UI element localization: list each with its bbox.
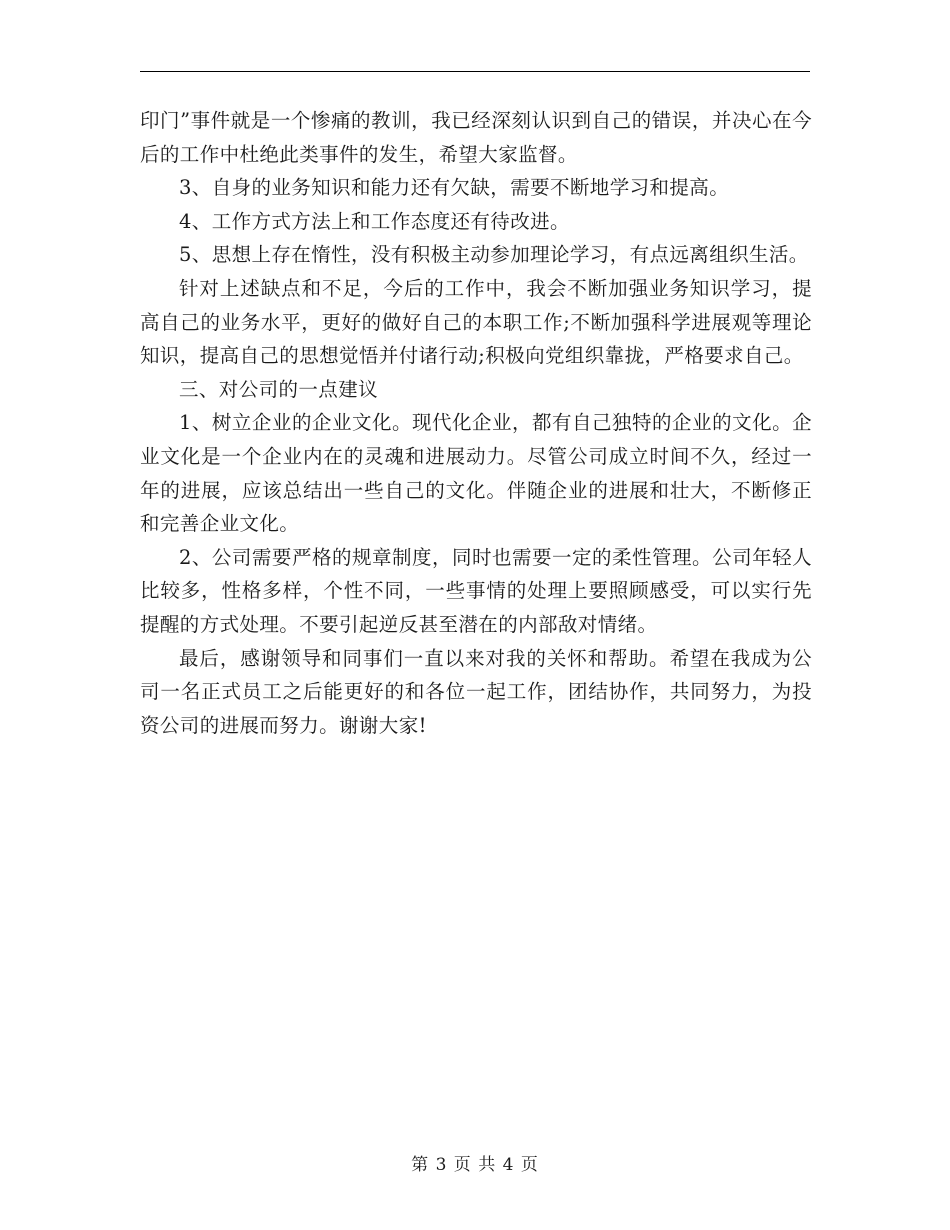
body-text (140, 104, 812, 742)
paragraph-improvement-plan: 针对上述缺点和不足，今后的工作中，我会不断加强业务知识学习，提高自己的业务水平，更好的做好自己的本职工作;不断加强科学进展观等理论知识，提高自己的思想觉悟并付诸行动;积极向党组织靠拢，严格要求自己。 (140, 276, 812, 368)
paragraph-closing: 最后，感谢领导和同事们一直以来对我的关怀和帮助。希望在我成为公司一名正式员工之后能更好的和各位一起工作，团结协作，共同努力，为投资公司的进展而努力。谢谢大家! (140, 646, 812, 737)
paragraph-suggestion-2: 2、公司需要严格的规章制度，同时也需要一定的柔性管理。公司年轻人比较多，性格多样，个性不同，一些事情的处理上要照顾感受，可以实行先提醒的方式处理。不要引起逆反甚至潜在的内部敌对情绪。 (140, 545, 812, 636)
paragraph-continuation: 印门”事件就是一个惨痛的教训，我已经深刻认识到自己的错误，并决心在今后的工作中杜绝此类事件的发生，希望大家监督。 (140, 109, 812, 166)
paragraph-item-4: 4、工作方式方法上和工作态度还有待改进。 (179, 209, 570, 233)
header-rule (140, 71, 810, 72)
paragraph-suggestion-1: 1、树立企业的企业文化。现代化企业，都有自己独特的企业的文化。企业文化是一个企业内在的灵魂和进展动力。尽管公司成立时间不久，经过一年的进展，应该总结出一些自己的文化。伴随企业的进展和壮大，不断修正和完善企业文化。 (140, 411, 812, 536)
paragraph-item-5: 5、思想上存在惰性，没有积极主动参加理论学习，有点远离组织生活。 (179, 243, 809, 267)
paragraph-item-3: 3、自身的业务知识和能力还有欠缺，需要不断地学习和提高。 (179, 176, 730, 200)
page-number-footer: 第 3 页 共 4 页 (411, 1155, 539, 1175)
section-heading-suggestions: 三、对公司的一点建议 (179, 377, 379, 401)
